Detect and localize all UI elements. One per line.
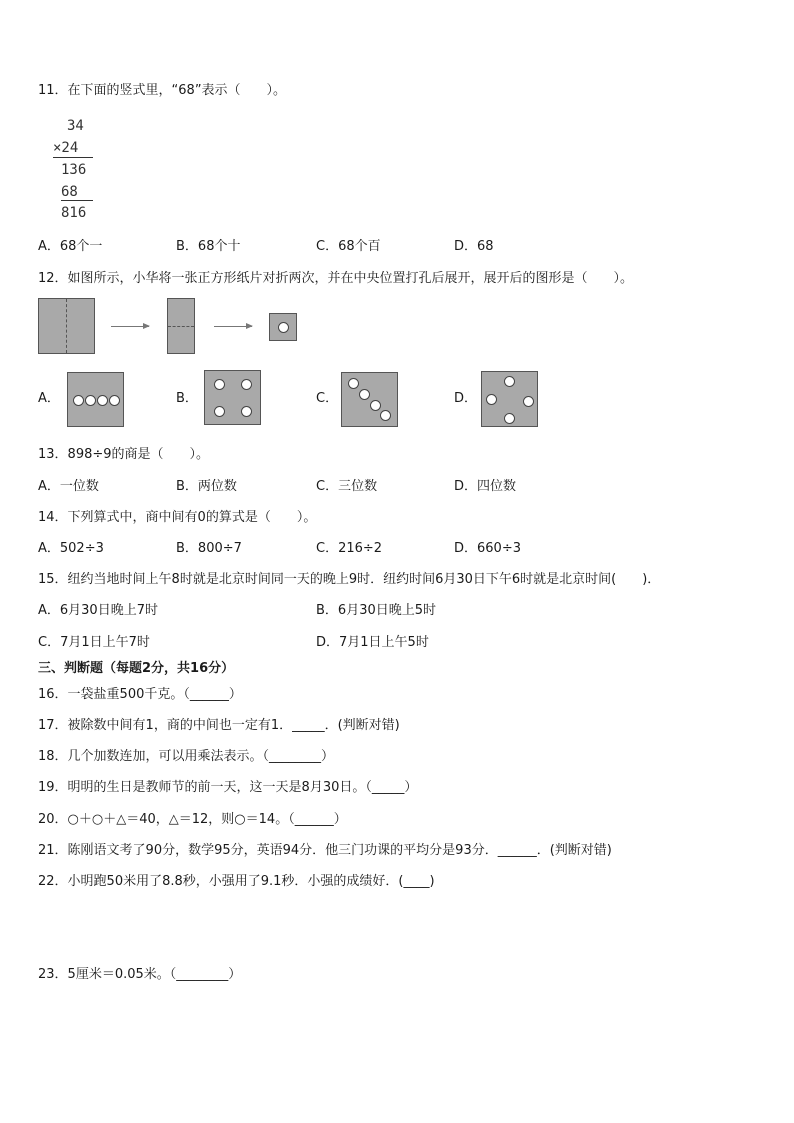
q14-option-a[interactable]: A．502÷3 <box>38 541 104 556</box>
q11-option-c[interactable]: C．68个百 <box>316 239 381 254</box>
q14-stem: 14．下列算式中，商中间有0的算式是（ ）。 <box>38 510 317 525</box>
q11-option-d[interactable]: D．68 <box>454 239 494 254</box>
q12-option-c-figure[interactable] <box>341 372 398 427</box>
hole-icon <box>85 395 96 406</box>
q15-option-c[interactable]: C．7月1日上午7时 <box>38 635 150 650</box>
hole-icon <box>359 389 370 400</box>
hole-icon <box>380 410 391 421</box>
q12-stem: 12．如图所示，小华将一张正方形纸片对折两次，并在中央位置打孔后展开，展开后的图形是（ ）。 <box>38 271 634 286</box>
q15-option-a[interactable]: A．6月30日晚上7时 <box>38 603 158 618</box>
q15-option-b[interactable]: B．6月30日晚上5时 <box>316 603 437 618</box>
q16-statement: 16．一袋盐重500千克。（______） <box>38 687 242 702</box>
hole-icon <box>214 406 225 417</box>
calc-rule-1 <box>53 157 93 158</box>
q14-option-d[interactable]: D．660÷3 <box>454 541 521 556</box>
calc-partial-1: 136 <box>61 162 87 178</box>
q23-statement: 23．5厘米＝0.05米。（________） <box>38 967 242 982</box>
hole-icon <box>278 322 289 333</box>
folded-once <box>167 298 195 354</box>
hole-icon <box>486 394 497 405</box>
q11-option-b[interactable]: B．68个十 <box>176 239 241 254</box>
q13-stem: 13．898÷9的商是（ ）。 <box>38 447 210 462</box>
q13-option-a[interactable]: A．一位数 <box>38 479 99 494</box>
q13-option-b[interactable]: B．两位数 <box>176 479 237 494</box>
q12-option-b-figure[interactable] <box>204 370 261 425</box>
square-paper <box>38 298 95 354</box>
q12-option-d-label[interactable]: D． <box>454 391 478 406</box>
q13-option-c[interactable]: C．三位数 <box>316 479 378 494</box>
q14-option-b[interactable]: B．800÷7 <box>176 541 242 556</box>
hole-icon <box>241 406 252 417</box>
q19-statement: 19．明明的生日是教师节的前一天，这一天是8月30日。（_____） <box>38 780 418 795</box>
q13-option-d[interactable]: D．四位数 <box>454 479 517 494</box>
hole-icon <box>504 376 515 387</box>
q11-option-a[interactable]: A．68个一 <box>38 239 103 254</box>
q14-option-c[interactable]: C．216÷2 <box>316 541 383 556</box>
section-heading: 三、判断题（每题2分，共16分） <box>38 661 235 676</box>
arrow-icon <box>111 326 149 327</box>
q12-option-d-figure[interactable] <box>481 371 538 427</box>
q15-stem: 15．纽约当地时间上午8时就是北京时间同一天的晚上9时．纽约时间6月30日下午6时就是北京时间( )． <box>38 572 661 587</box>
hole-icon <box>109 395 120 406</box>
hole-icon <box>214 379 225 390</box>
q11-stem: 11．在下面的竖式里，“68”表示（ ）。 <box>38 83 287 98</box>
q12-option-a-figure[interactable] <box>67 372 124 427</box>
hole-icon <box>504 413 515 424</box>
hole-icon <box>523 396 534 407</box>
q18-statement: 18．几个加数连加，可以用乘法表示。（________） <box>38 749 335 764</box>
hole-icon <box>73 395 84 406</box>
hole-icon <box>97 395 108 406</box>
hole-icon <box>370 400 381 411</box>
q12-option-b-label[interactable]: B． <box>176 391 198 406</box>
hole-icon <box>348 378 359 389</box>
q17-statement: 17．被除数中间有1，商的中间也一定有1．_____．(判断对错) <box>38 718 400 733</box>
arrow-icon <box>214 326 252 327</box>
q22-statement: 22．小明跑50米用了8.8秒，小强用了9.1秒．小强的成绩好．(____) <box>38 874 435 889</box>
hole-icon <box>241 379 252 390</box>
q12-option-c-label[interactable]: C． <box>316 391 339 406</box>
q15-option-d[interactable]: D．7月1日上午5时 <box>316 635 429 650</box>
calc-result: 816 <box>61 205 87 221</box>
calc-multiplier: ×24 <box>53 140 79 156</box>
q20-statement: 20．○＋○＋△＝40，△＝12，则○＝14。（______） <box>38 812 347 827</box>
folded-twice-punched <box>269 313 297 341</box>
q21-statement: 21．陈刚语文考了90分，数学95分，英语94分．他三门功课的平均分是93分．______．(判断对错) <box>38 843 612 858</box>
calc-rule-2 <box>61 200 93 201</box>
calc-top: 34 <box>67 118 84 134</box>
calc-partial-2: 68 <box>61 184 78 200</box>
q12-option-a-label[interactable]: A． <box>38 391 60 406</box>
